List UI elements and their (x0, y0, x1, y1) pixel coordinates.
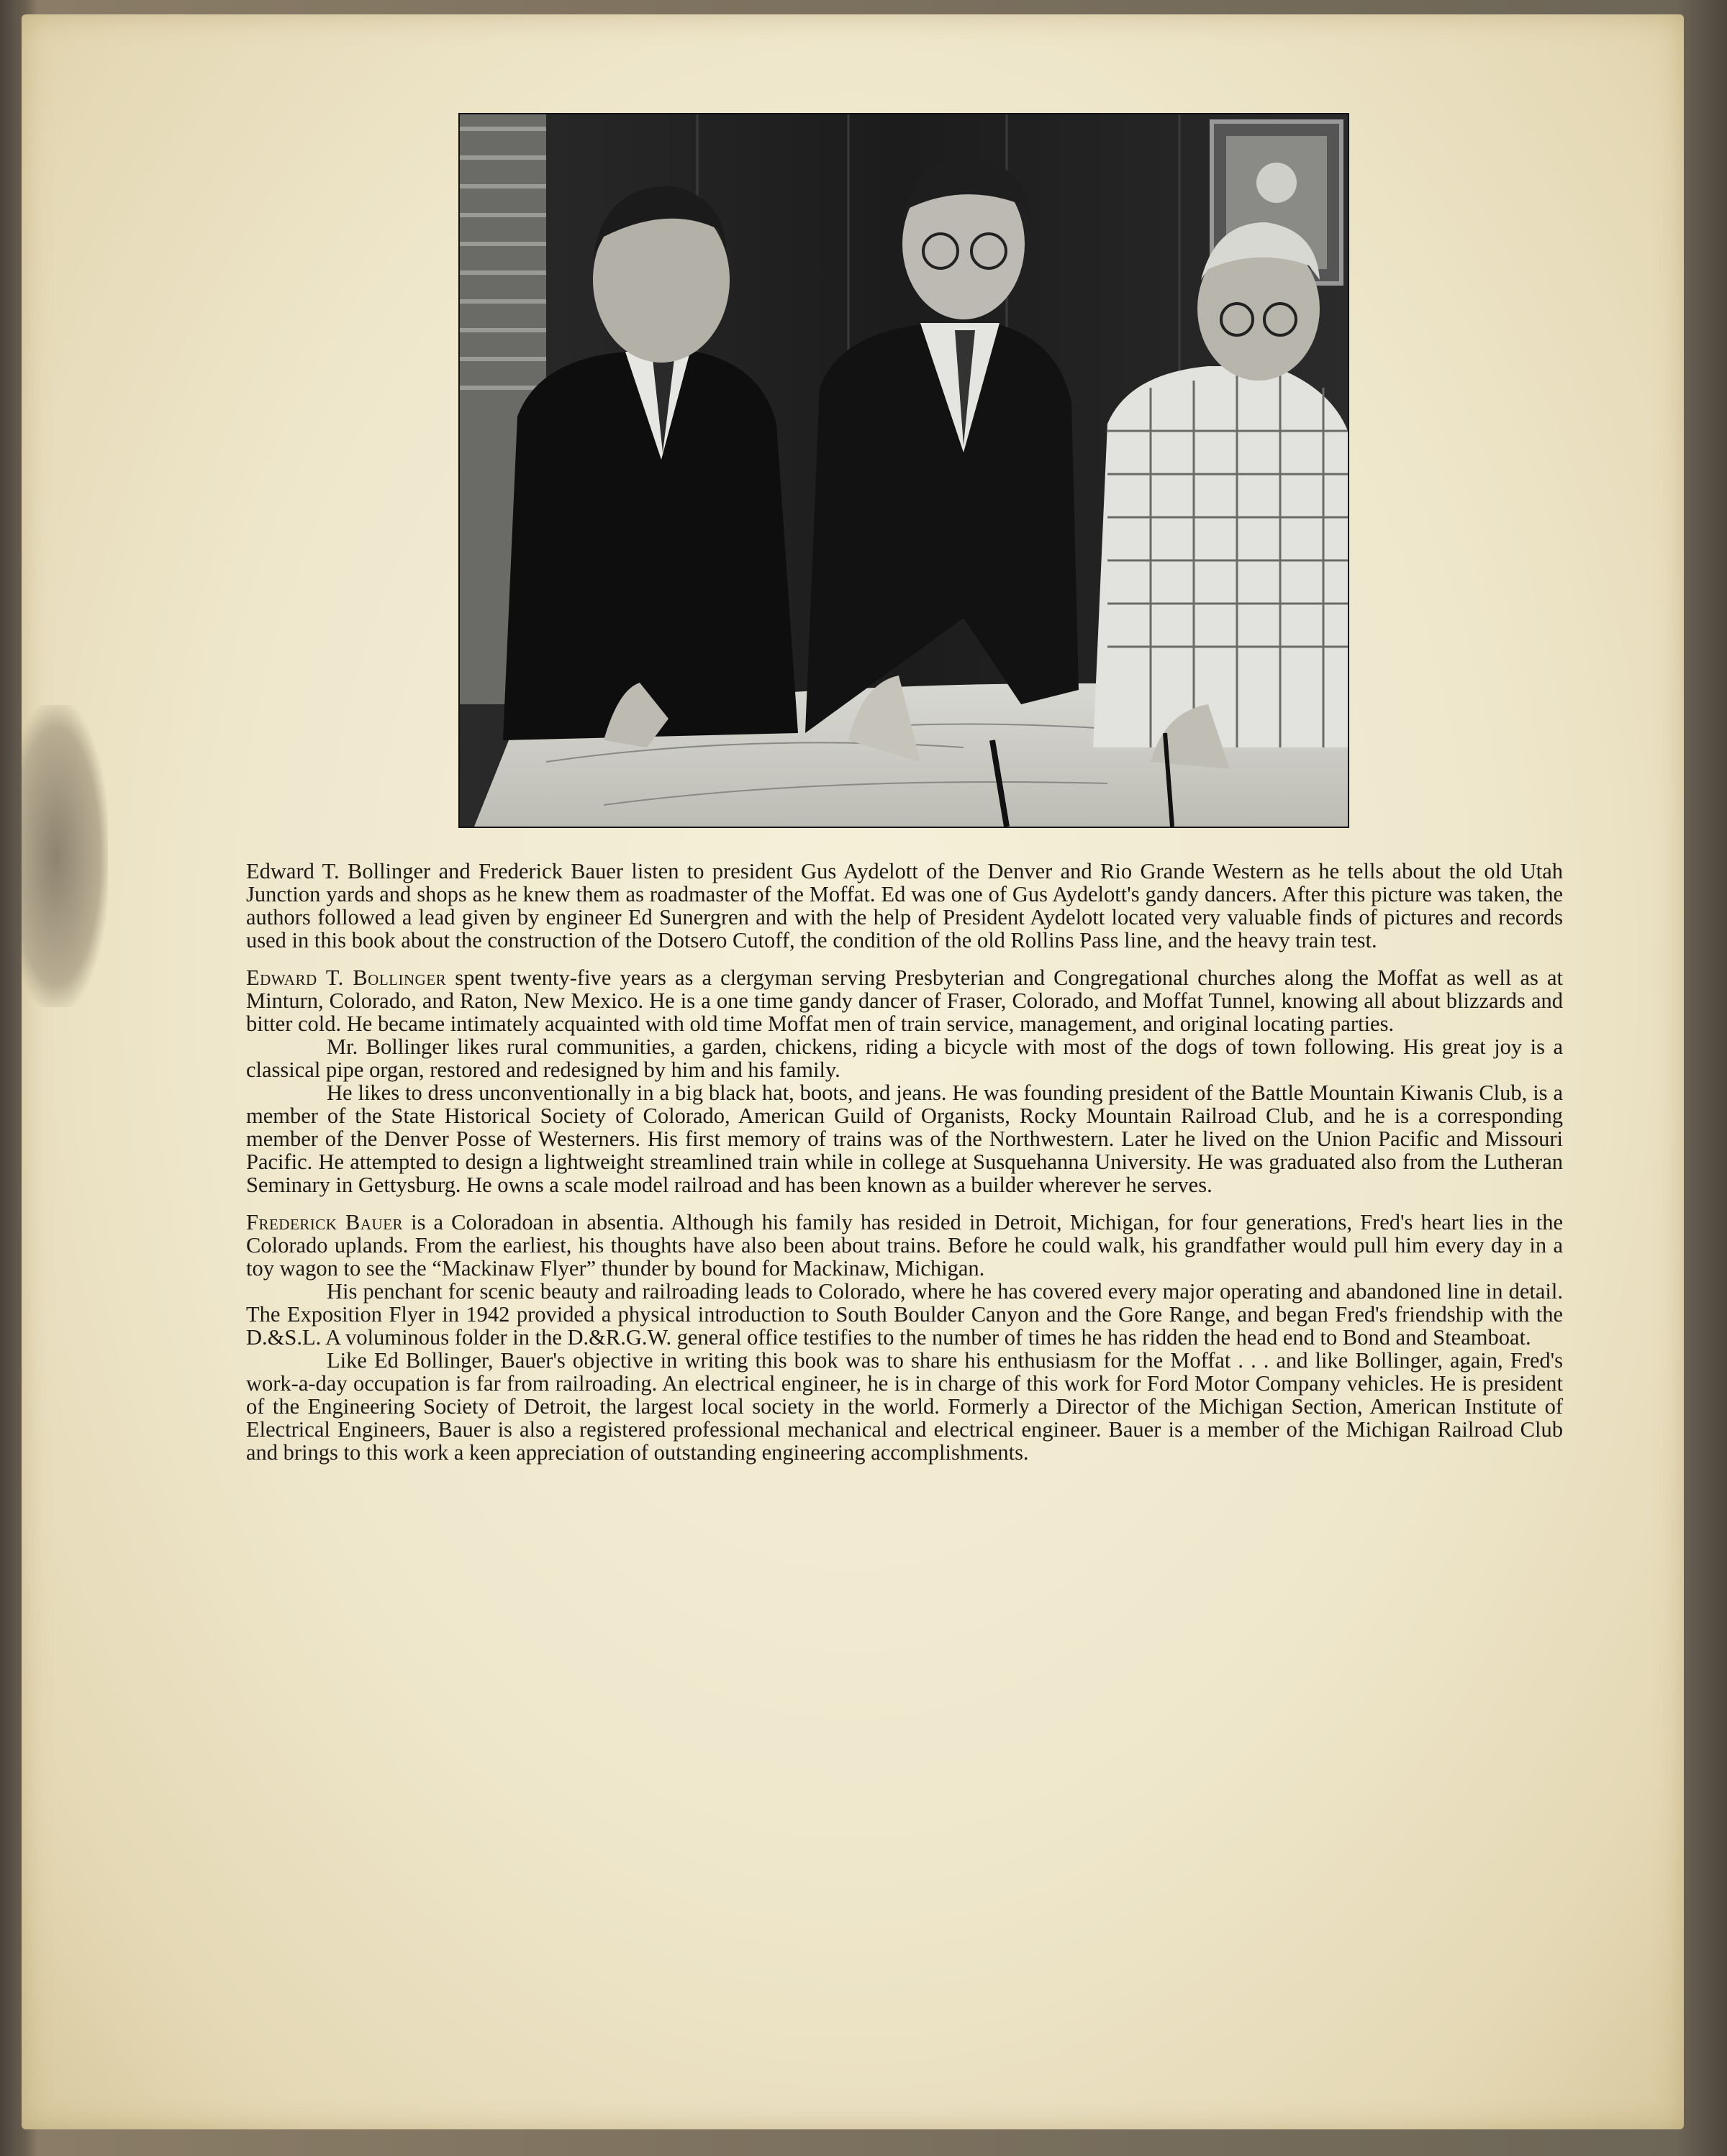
bauer-bio-paragraph-3: Like Ed Bollinger, Bauer's objective in writing this book was to share his enthusiasm for the Moffat . . . and like Bollinger, again, Fred's work-a-day occupation is far from railroading. An electrical engineer, he is in charge of this work for Ford Motor Company vehicles. He is president of the Engineering Society of Detroit, the largest local society in the world. Formerly a Director of the Michigan Section, American Institute of Electrical Engineers, Bauer is also a registered professional mechanical and electrical engineer. Bauer is a member of the Michigan Railroad Club and brings to this work a keen appreciation of outstanding engineering accomplishments. (246, 1348, 1563, 1465)
photo-caption: Edward T. Bollinger and Frederick Bauer listen to president Gus Aydelott of the Denver and Rio Grande Western as he tells about the old Utah Junction yards and shops as he knew them as roadmaster of the Moffat. Ed was one of Gus Aydelott's gandy dancers. After this picture was taken, the authors followed a lead given by engineer Ed Sunergren and with the help of President Aydelott located very valuable finds of pictures and records used in this book about the construction of the Dotsero Cutoff, the condition of the old Rollins Pass line, and the heavy train test. (246, 859, 1563, 952)
bauer-bio-text-1: is a Coloradoan in absentia. Although his family has resided in Detroit, Michigan, for four generations, Fred's heart lies in the Colorado uplands. From the earliest, his thoughts have also been about trains. Before he could walk, his grandfather would pull him every day in a toy wagon to see the “Mackinaw Flyer” thunder by bound for Mackinaw, Michigan. (246, 1210, 1563, 1281)
bollinger-bio-paragraph-2: Mr. Bollinger likes rural communities, a garden, chickens, riding a bicycle with most of the dogs of town following. His great joy is a classical pipe organ, restored and redesigned by him and his family. (246, 1034, 1563, 1082)
body-text (246, 860, 1563, 1464)
bollinger-bio-paragraph-1 (246, 966, 1563, 1035)
bauer-name: Frederick Bauer (246, 1210, 404, 1234)
photo-illustration (460, 114, 1348, 827)
photograph-three-men-examining-map (458, 113, 1349, 828)
bollinger-bio-text-1: spent twenty-five years as a clergyman serving Presbyterian and Congregational churches along the Moffat as well as at Minturn, Colorado, and Raton, New Mexico. He is a one time gandy dancer of Fraser, Colorado, and Moffat Tunnel, knowing all about blizzards and bitter cold. He became intimately acquainted with old time Moffat men of train service, management, and original locating parties. (246, 965, 1563, 1036)
bauer-bio-paragraph-1 (246, 1211, 1563, 1280)
bollinger-name: Edward T. Bollinger (246, 965, 447, 990)
bauer-bio-paragraph-2: His penchant for scenic beauty and railroading leads to Colorado, where he has covered every major operating and abandoned line in detail. The Exposition Flyer in 1942 provided a physical introduction to South Boulder Canyon and the Gore Range, and began Fred's friendship with the D.&S.L. A voluminous folder in the D.&R.G.W. general office testifies to the number of times he has ridden the head end to Bond and Steamboat. (246, 1279, 1563, 1350)
bollinger-bio-paragraph-3: He likes to dress unconventionally in a big black hat, boots, and jeans. He was founding president of the Battle Mountain Kiwanis Club, is a member of the State Historical Society of Colorado, American Guild of Organists, Rocky Mountain Railroad Club, and he is a corresponding member of the Denver Posse of Westerners. His first memory of trains was of the Northwestern. Later he lived on the Union Pacific and Missouri Pacific. He attempted to design a lightweight streamlined train while in college at Susquehanna University. He was graduated also from the Lutheran Seminary in Gettysburg. He owns a scale model railroad and has been known as a builder wherever he serves. (246, 1081, 1563, 1197)
torn-edge (22, 705, 108, 1007)
